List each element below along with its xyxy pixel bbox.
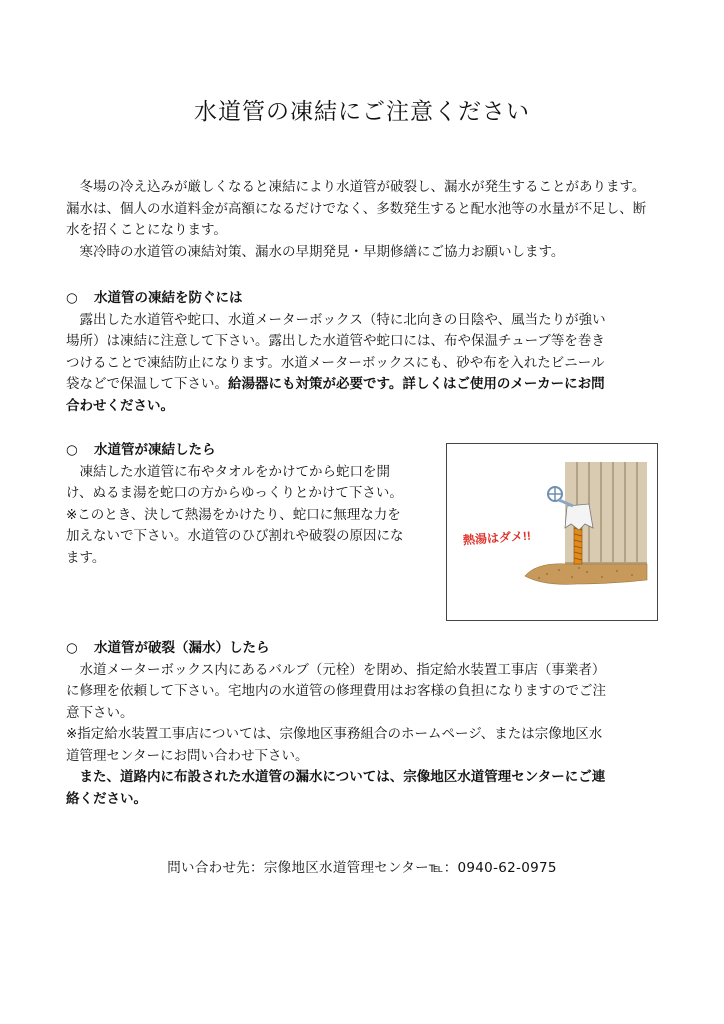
section-line: ※このとき、決して熱湯をかけたり、蛇口に無理な力を: [66, 506, 401, 523]
bullet-circle: ○: [66, 640, 78, 656]
no-boiling-water-caption: 熱湯はダメ!!: [462, 528, 532, 548]
illustration-svg: [447, 444, 657, 620]
section-line: 加えないで下さい。水道管のひび割れや破裂の原因にな: [66, 528, 404, 544]
frozen-pipe-illustration: [446, 443, 658, 621]
section-line: 袋などで保温して下さい。給湯器にも対策が必要です。詳しくはご使用のメーカーにお問: [66, 376, 605, 392]
ground-icon: [525, 564, 647, 585]
section-when-burst: [66, 638, 666, 810]
bullet-circle: ○: [66, 442, 78, 458]
section-line: 水道メーターボックス内にあるバルブ（元栓）を閉め、指定給水装置工事店（事業者）: [66, 661, 606, 678]
section-line: つけることで凍結防止になります。水道メーターボックスにも、砂や布を入れたビニール: [66, 354, 605, 371]
section-line: ます。: [66, 549, 106, 566]
intro-paragraph: [66, 177, 666, 263]
section-heading: ○ 水道管が破裂（漏水）したら: [66, 638, 666, 660]
section-line: 道管理センターにお問い合わせ下さい。: [66, 747, 309, 764]
contact-info: 問い合わせ先：宗像地区水道管理センター℡：0940-62-0975: [167, 860, 557, 876]
section-when-frozen: [66, 440, 436, 569]
bullet-circle: ○: [66, 290, 78, 306]
section-line: ※指定給水装置工事店については、宗像地区事務組合のホームページ、または宗像地区水: [66, 726, 603, 742]
section-line: 意下さい。: [66, 704, 134, 721]
page-title: 水道管の凍結にご注意ください: [194, 99, 530, 125]
bold-notice: 給湯器にも対策が必要です。詳しくはご使用のメーカーにお問: [228, 376, 605, 392]
intro-line: 寒冷時の水道管の凍結対策、漏水の早期発見・早期修繕にご協力お願いします。: [66, 243, 565, 260]
section-line: 場所）は凍結に注意して下さい。露出した水道管や蛇口には、布や保温チューブ等を巻き: [66, 333, 605, 349]
intro-line: 冬場の冷え込みが厳しくなると凍結により水道管が破裂し、漏水が発生することがあります。: [66, 179, 646, 195]
intro-line: 水を招くことになります。: [66, 222, 227, 238]
bold-notice: 合わせください。: [66, 397, 174, 414]
section-line: に修理を依頼して下さい。宅地内の水道管の修理費用はお客様の負担になりますのでご注: [66, 683, 606, 699]
section-heading: ○ 水道管の凍結を防ぐには: [66, 288, 666, 310]
section-line: 露出した水道管や蛇口、水道メーターボックス（特に北向きの日陰や、風当たりが強い: [66, 311, 606, 328]
section-line: 凍結した水道管に布やタオルをかけてから蛇口を開: [66, 463, 390, 480]
section-heading: ○ 水道管が凍結したら: [66, 440, 436, 462]
section-prevent-freezing: [66, 288, 666, 417]
section-line: け、ぬるま湯を蛇口の方からゆっくりとかけて下さい。: [66, 485, 403, 501]
bold-notice: また、道路内に布設された水道管の漏水については、宗像地区水道管理センターにご連: [66, 769, 606, 785]
intro-line: 漏水は、個人の水道料金が高額になるだけでなく、多数発生すると配水池等の水量が不足し、断: [66, 200, 647, 217]
bold-notice: 絡ください。: [66, 790, 147, 807]
